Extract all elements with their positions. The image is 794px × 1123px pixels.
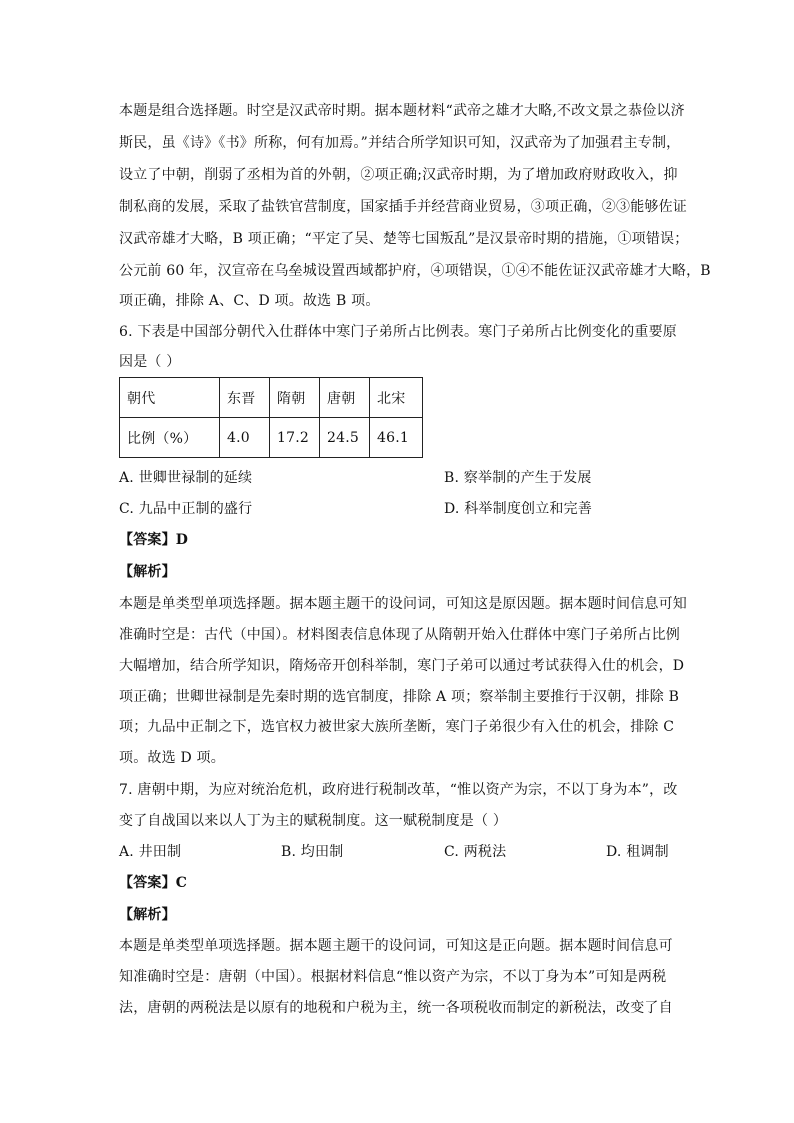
question-7-stem: 7. 唐朝中期，为应对统治危机，政府进行税制改革，“惟以资产为宗，不以丁身为本”，改 (119, 782, 678, 798)
table-cell: 24.5 (320, 418, 370, 458)
table-cell: 隋朝 (270, 378, 320, 418)
option-b: B. 均田制 (281, 844, 344, 860)
analysis-line: 设立了中朝，削弱了丞相为首的外朝，②项正确;汉武帝时期，为了增加政府财政收入，抑 (119, 167, 678, 183)
analysis-line: 项正确，排除 A、C、D 项。故选 B 项。 (119, 293, 380, 309)
analysis-line: 项正确；世卿世禄制是先秦时期的选官制度，排除 A 项；察举制主要推行于汉朝，排除 B (119, 689, 680, 705)
table-cell: 东晋 (220, 378, 270, 418)
table-cell: 朝代 (120, 378, 220, 418)
answer-label: 【答案】D (119, 532, 189, 548)
analysis-line: 知准确时空是：唐朝（中国）。根据材料信息“惟以资产为宗，不以丁身为本”可知是两税 (119, 969, 667, 985)
option-d: D. 租调制 (606, 844, 669, 860)
option-c: C. 两税法 (444, 844, 507, 860)
analysis-line: 大幅增加，结合所学知识，隋炀帝开创科举制，寒门子弟可以通过考试获得入仕的机会，D (119, 658, 685, 674)
analysis-line: 本题是单类型单项选择题。据本题主题干的设问词，可知这是正向题。据本题时间信息可 (119, 938, 673, 954)
option-b: B. 察举制的产生于发展 (444, 470, 592, 486)
analysis-line: 斯民，虽《诗》《书》所称，何有加焉。”并结合所学知识可知，汉武帝为了加强君主专制， (119, 135, 681, 151)
option-c: C. 九品中正制的盛行 (119, 501, 253, 517)
option-a: A. 世卿世禄制的延续 (119, 470, 253, 486)
table-row (120, 418, 423, 458)
analysis-heading: 【解析】 (119, 564, 176, 580)
table-cell: 4.0 (220, 418, 270, 458)
table-cell: 北宋 (370, 378, 423, 418)
question-6-stem: 6. 下表是中国部分朝代入仕群体中寒门子弟所占比例表。寒门子弟所占比例变化的重要原 (119, 324, 678, 340)
analysis-line: 汉武帝雄才大略，B 项正确；“平定了吴、楚等七国叛乱”是汉景帝时期的措施，①项错误； (119, 231, 689, 247)
analysis-line: 项。故选 D 项。 (119, 750, 225, 766)
question-6-stem: 因是（ ） (119, 354, 181, 370)
analysis-heading: 【解析】 (119, 907, 176, 923)
question-7-stem: 变了自战国以来以人丁为主的赋税制度。这一赋税制度是（ ） (119, 813, 508, 829)
analysis-line: 本题是单类型单项选择题。据本题主题干的设问词，可知这是原因题。据本题时间信息可知 (119, 596, 687, 612)
table-cell: 唐朝 (320, 378, 370, 418)
table-cell: 46.1 (370, 418, 423, 458)
table-cell: 比例（%） (120, 418, 220, 458)
ratio-table (119, 377, 423, 458)
answer-label: 【答案】C (119, 875, 188, 891)
analysis-line: 项；九品中正制之下，选官权力被世家大族所垄断，寒门子弟很少有入仕的机会，排除 C (119, 719, 675, 735)
analysis-line: 公元前 60 年，汉宣帝在乌垒城设置西域都护府，④项错误，①④不能佐证汉武帝雄才大略，B (119, 263, 711, 279)
table-header-row (120, 378, 423, 418)
option-d: D. 科举制度创立和完善 (444, 501, 593, 517)
analysis-line: 制私商的发展，采取了盐铁官营制度，国家插手并经营商业贸易，③项正确，②③能够佐证 (119, 199, 687, 215)
option-a: A. 井田制 (119, 844, 182, 860)
analysis-line: 法，唐朝的两税法是以原有的地税和户税为主，统一各项税收而制定的新税法，改变了自 (119, 1000, 673, 1016)
table-cell: 17.2 (270, 418, 320, 458)
analysis-line: 本题是组合选择题。时空是汉武帝时期。据本题材料“武帝之雄才大略,不改文景之恭俭以济 (119, 103, 685, 119)
analysis-line: 准确时空是：古代（中国）。材料图表信息体现了从隋朝开始入仕群体中寒门子弟所占比例 (119, 627, 680, 643)
